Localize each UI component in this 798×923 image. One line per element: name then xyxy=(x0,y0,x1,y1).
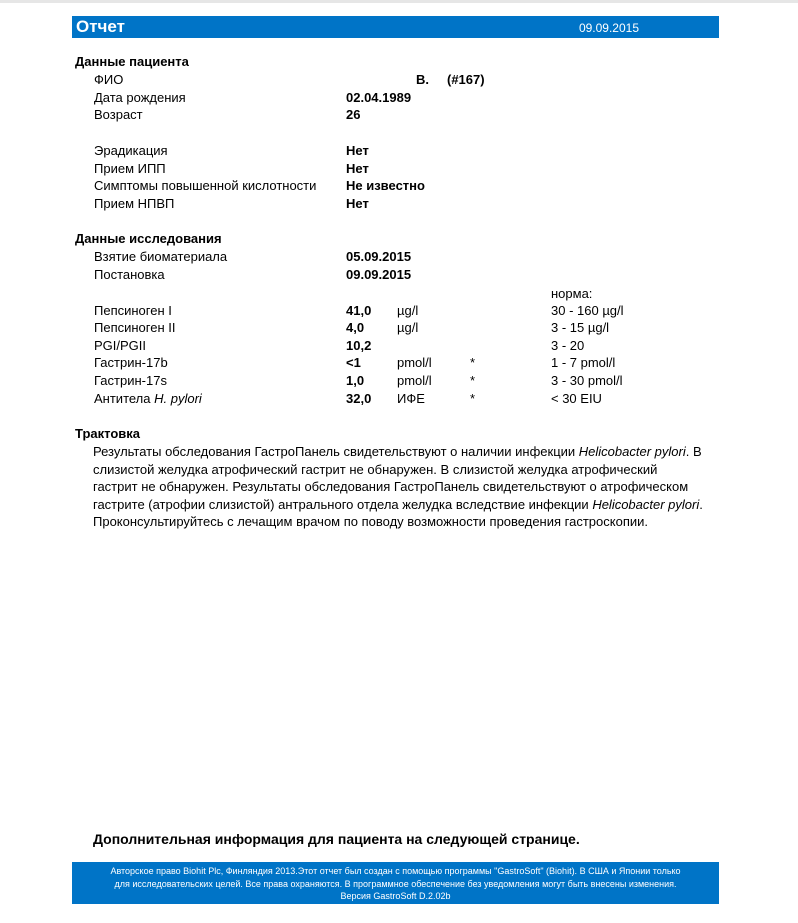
result-norm: 3 - 20 xyxy=(551,338,585,353)
result-label: Гастрин-17s xyxy=(94,373,167,388)
report-title: Отчет xyxy=(76,17,125,36)
result-value: 10,2 xyxy=(346,338,372,353)
fio-value: В. xyxy=(416,72,429,87)
footer xyxy=(72,862,719,904)
result-flag: * xyxy=(470,355,476,370)
setup-label: Постановка xyxy=(94,267,165,282)
birth-value: 02.04.1989 xyxy=(346,90,412,105)
result-label-prefix: Антитела xyxy=(94,391,155,406)
footer-line: для исследовательских целей. Все права охраняются. В программное обеспечение без уведомления могут быть внесены изменения. xyxy=(114,878,677,889)
interpretation-italic: Helicobacter pylori xyxy=(592,496,700,512)
nsaid-label: Прием НПВП xyxy=(94,196,175,211)
fio-id: (#167) xyxy=(447,72,485,87)
result-value: 41,0 xyxy=(346,303,372,318)
result-norm: 3 - 15 µg/l xyxy=(551,320,610,335)
result-value: <1 xyxy=(346,355,361,370)
result-unit: ИФЕ xyxy=(397,391,425,406)
eradication-label: Эрадикация xyxy=(94,143,168,158)
footer-version: Версия GastroSoft D.2.02b xyxy=(340,891,451,901)
report-date: 09.09.2015 xyxy=(578,21,639,35)
result-label xyxy=(94,391,202,406)
result-label: Гастрин-17b xyxy=(94,355,168,370)
interpretation-text xyxy=(93,443,703,531)
ppi-label: Прием ИПП xyxy=(94,161,166,176)
top-divider xyxy=(0,0,798,3)
age-value: 26 xyxy=(346,107,361,122)
result-norm: < 30 EIU xyxy=(551,391,602,406)
result-unit: µg/l xyxy=(397,320,419,335)
result-value: 1,0 xyxy=(346,373,365,388)
more-info-notice: Дополнительная информация для пациента на следующей странице. xyxy=(93,831,580,847)
result-label: PGI/PGII xyxy=(94,338,147,353)
result-label-italic: H. pylori xyxy=(154,391,202,406)
study-section-title: Данные исследования xyxy=(75,231,222,246)
acid-value: Не известно xyxy=(346,178,425,193)
interpretation-part: Результаты обследования ГастроПанель свидетельствуют о наличии инфекции xyxy=(93,444,579,459)
result-norm: 30 - 160 µg/l xyxy=(551,303,624,318)
result-value: 4,0 xyxy=(346,320,365,335)
result-norm: 3 - 30 pmol/l xyxy=(551,373,623,388)
footer-line: Авторское право Biohit Plc, Финляндия 2013.Этот отчет был создан с помощью программы "GastroSoft" (Biohit). В США и Японии только xyxy=(110,866,681,876)
interpretation-part: . Проконсультируйтесь с лечащим врачом по поводу возможности проведения гастроскопии. xyxy=(93,496,703,530)
patient-section-title: Данные пациента xyxy=(75,54,189,69)
report-header xyxy=(72,16,719,38)
eradication-value: Нет xyxy=(346,143,369,158)
nsaid-value: Нет xyxy=(346,196,369,211)
result-flag: * xyxy=(470,391,476,406)
birth-label: Дата рождения xyxy=(94,90,186,105)
ppi-value: Нет xyxy=(346,161,369,176)
result-unit: pmol/l xyxy=(397,373,432,388)
result-label: Пепсиноген I xyxy=(94,303,172,318)
result-label: Пепсиноген II xyxy=(94,320,176,335)
result-unit: µg/l xyxy=(397,303,419,318)
result-unit: pmol/l xyxy=(397,355,432,370)
acid-label: Симптомы повышенной кислотности xyxy=(94,178,317,193)
result-value: 32,0 xyxy=(346,391,372,406)
age-label: Возраст xyxy=(94,107,143,122)
norm-header: норма: xyxy=(551,286,593,301)
result-norm: 1 - 7 pmol/l xyxy=(551,355,616,370)
fio-label: ФИО xyxy=(94,72,124,87)
interpretation-italic: Helicobacter pylori xyxy=(578,444,686,459)
setup-value: 09.09.2015 xyxy=(346,267,412,282)
sampling-label: Взятие биоматериала xyxy=(94,249,228,264)
interpretation-part: . В слизистой желудка атрофический гастрит не обнаружен. В слизистой желудка атрофический гастрит не обнаружен. Результаты обследования ГастроПанель свидетельствуют о атрофическом гастрите (атрофии слизистой) антрального отдела желудка вследствие инфекции xyxy=(93,444,702,512)
result-flag: * xyxy=(470,373,476,388)
sampling-value: 05.09.2015 xyxy=(346,249,412,264)
interpretation-section-title: Трактовка xyxy=(75,426,140,441)
